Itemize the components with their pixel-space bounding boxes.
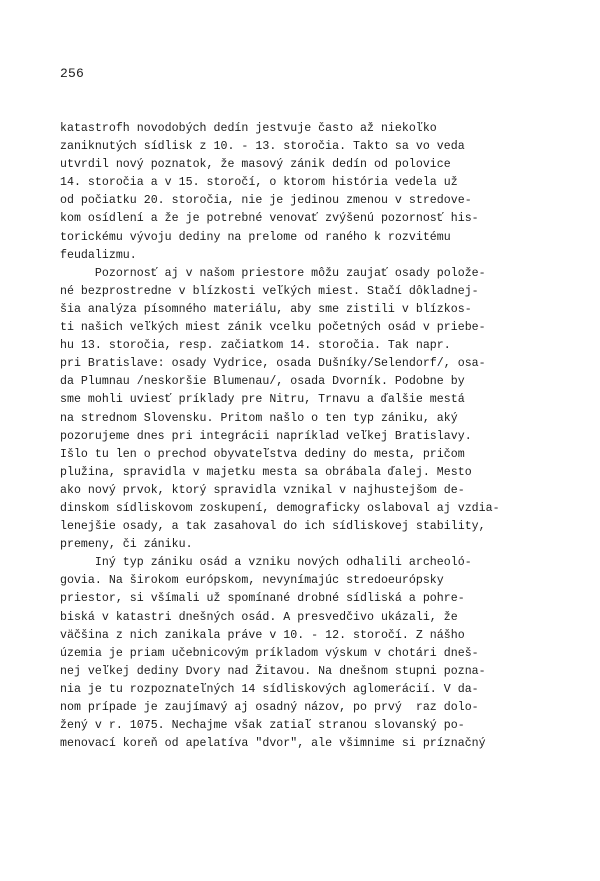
text-line: územia je priam učebnicovým príkladom výskum v chotári dneš- (60, 646, 479, 660)
text-line: utvrdil nový poznatok, že masový zánik dedín od polovice (60, 158, 451, 172)
text-line: premeny, či zániku. (60, 538, 193, 552)
text-line: feudalizmu. (60, 248, 137, 262)
text-line: ti našich veľkých miest zánik vcelku početných osád v priebe- (60, 321, 486, 335)
text-line: väčšina z nich zanikala práve v 10. - 12. storočí. Z nášho (60, 628, 465, 642)
text-line: od počiatku 20. storočia, nie je jedinou zmenou v stredove- (60, 194, 472, 208)
text-line: dinskom sídliskovom zoskupení, demograficky oslaboval aj vzdia- (60, 501, 500, 515)
text-line: katastrofh novodobých dedín jestvuje často až niekoľko (60, 122, 437, 135)
text-line: govia. Na širokom európskom, nevynímajúc stredoeurópsky (60, 574, 444, 588)
text-line: zaniknutých sídlisk z 10. - 13. storočia. Takto sa vo veda (60, 140, 465, 154)
page-number: 256 (60, 66, 85, 81)
text-line: lenejšie osady, a tak zasahoval do ich sídliskovej stability, (60, 520, 486, 534)
text-line: pozorujeme dnes pri integrácii napríklad veľkej Bratislavy. (60, 429, 472, 443)
text-line: nom prípade je zaujímavý aj osadný názov, po prvý raz dolo- (60, 701, 479, 714)
text-line: pri Bratislave: osady Vydrice, osada Dušníky/Selendorf/, osa- (60, 357, 486, 371)
text-line: menovací koreň od apelatíva "dvor", ale všimnime si príznačný (60, 737, 486, 751)
text-line: biská v katastri dnešných osád. A presvedčivo ukázali, že (60, 610, 458, 624)
text-line: 14. storočia a v 15. storočí, o ktorom história vedela už (60, 176, 458, 190)
text-line: na strednom Slovensku. Pritom našlo o ten typ zániku, aký (60, 411, 458, 425)
text-line: priestor, si všímali už spomínané drobné sídliská a pohre- (60, 592, 465, 606)
text-line: žený v r. 1075. Nechajme však zatiaľ stranou slovanský po- (60, 719, 465, 733)
text-line: Iný typ zániku osád a vzniku nových odhalili archeoló- (60, 556, 472, 570)
text-line: da Plumnau /neskoršie Blumenau/, osada Dvorník. Podobne by (60, 375, 465, 389)
text-line: nia je tu rozpoznateľných 14 sídliskových aglomerácií. V da- (60, 682, 479, 696)
body-text (60, 120, 600, 753)
text-line: hu 13. storočia, resp. začiatkom 14. storočia. Tak napr. (60, 339, 451, 353)
text-line: kom osídlení a že je potrebné venovať zvýšenú pozornosť his- (60, 212, 479, 226)
text-line: šia analýza písomného materiálu, aby sme zistili v blízkos- (60, 302, 472, 316)
text-line: nej veľkej dediny Dvory nad Žitavou. Na dnešnom stupni pozna- (60, 664, 486, 678)
text-line: Pozornosť aj v našom priestore môžu zaujať osady polože- (60, 266, 486, 280)
text-line: plužina, spravidla v majetku mesta sa obrábala ďalej. Mesto (60, 465, 472, 479)
text-line: ako nový prvok, ktorý spravidla vznikal v najhustejšom de- (60, 483, 465, 497)
text-line: sme mohli uviesť príklady pre Nitru, Trnavu a ďalšie mestá (60, 393, 465, 407)
text-line: torickému vývoju dediny na prelome od raného k rozvitému (60, 230, 451, 244)
text-line: Išlo tu len o prechod obyvateľstva dediny do mesta, pričom (60, 447, 465, 461)
text-line: né bezprostredne v blízkosti veľkých miest. Stačí dôkladnej- (60, 284, 479, 298)
